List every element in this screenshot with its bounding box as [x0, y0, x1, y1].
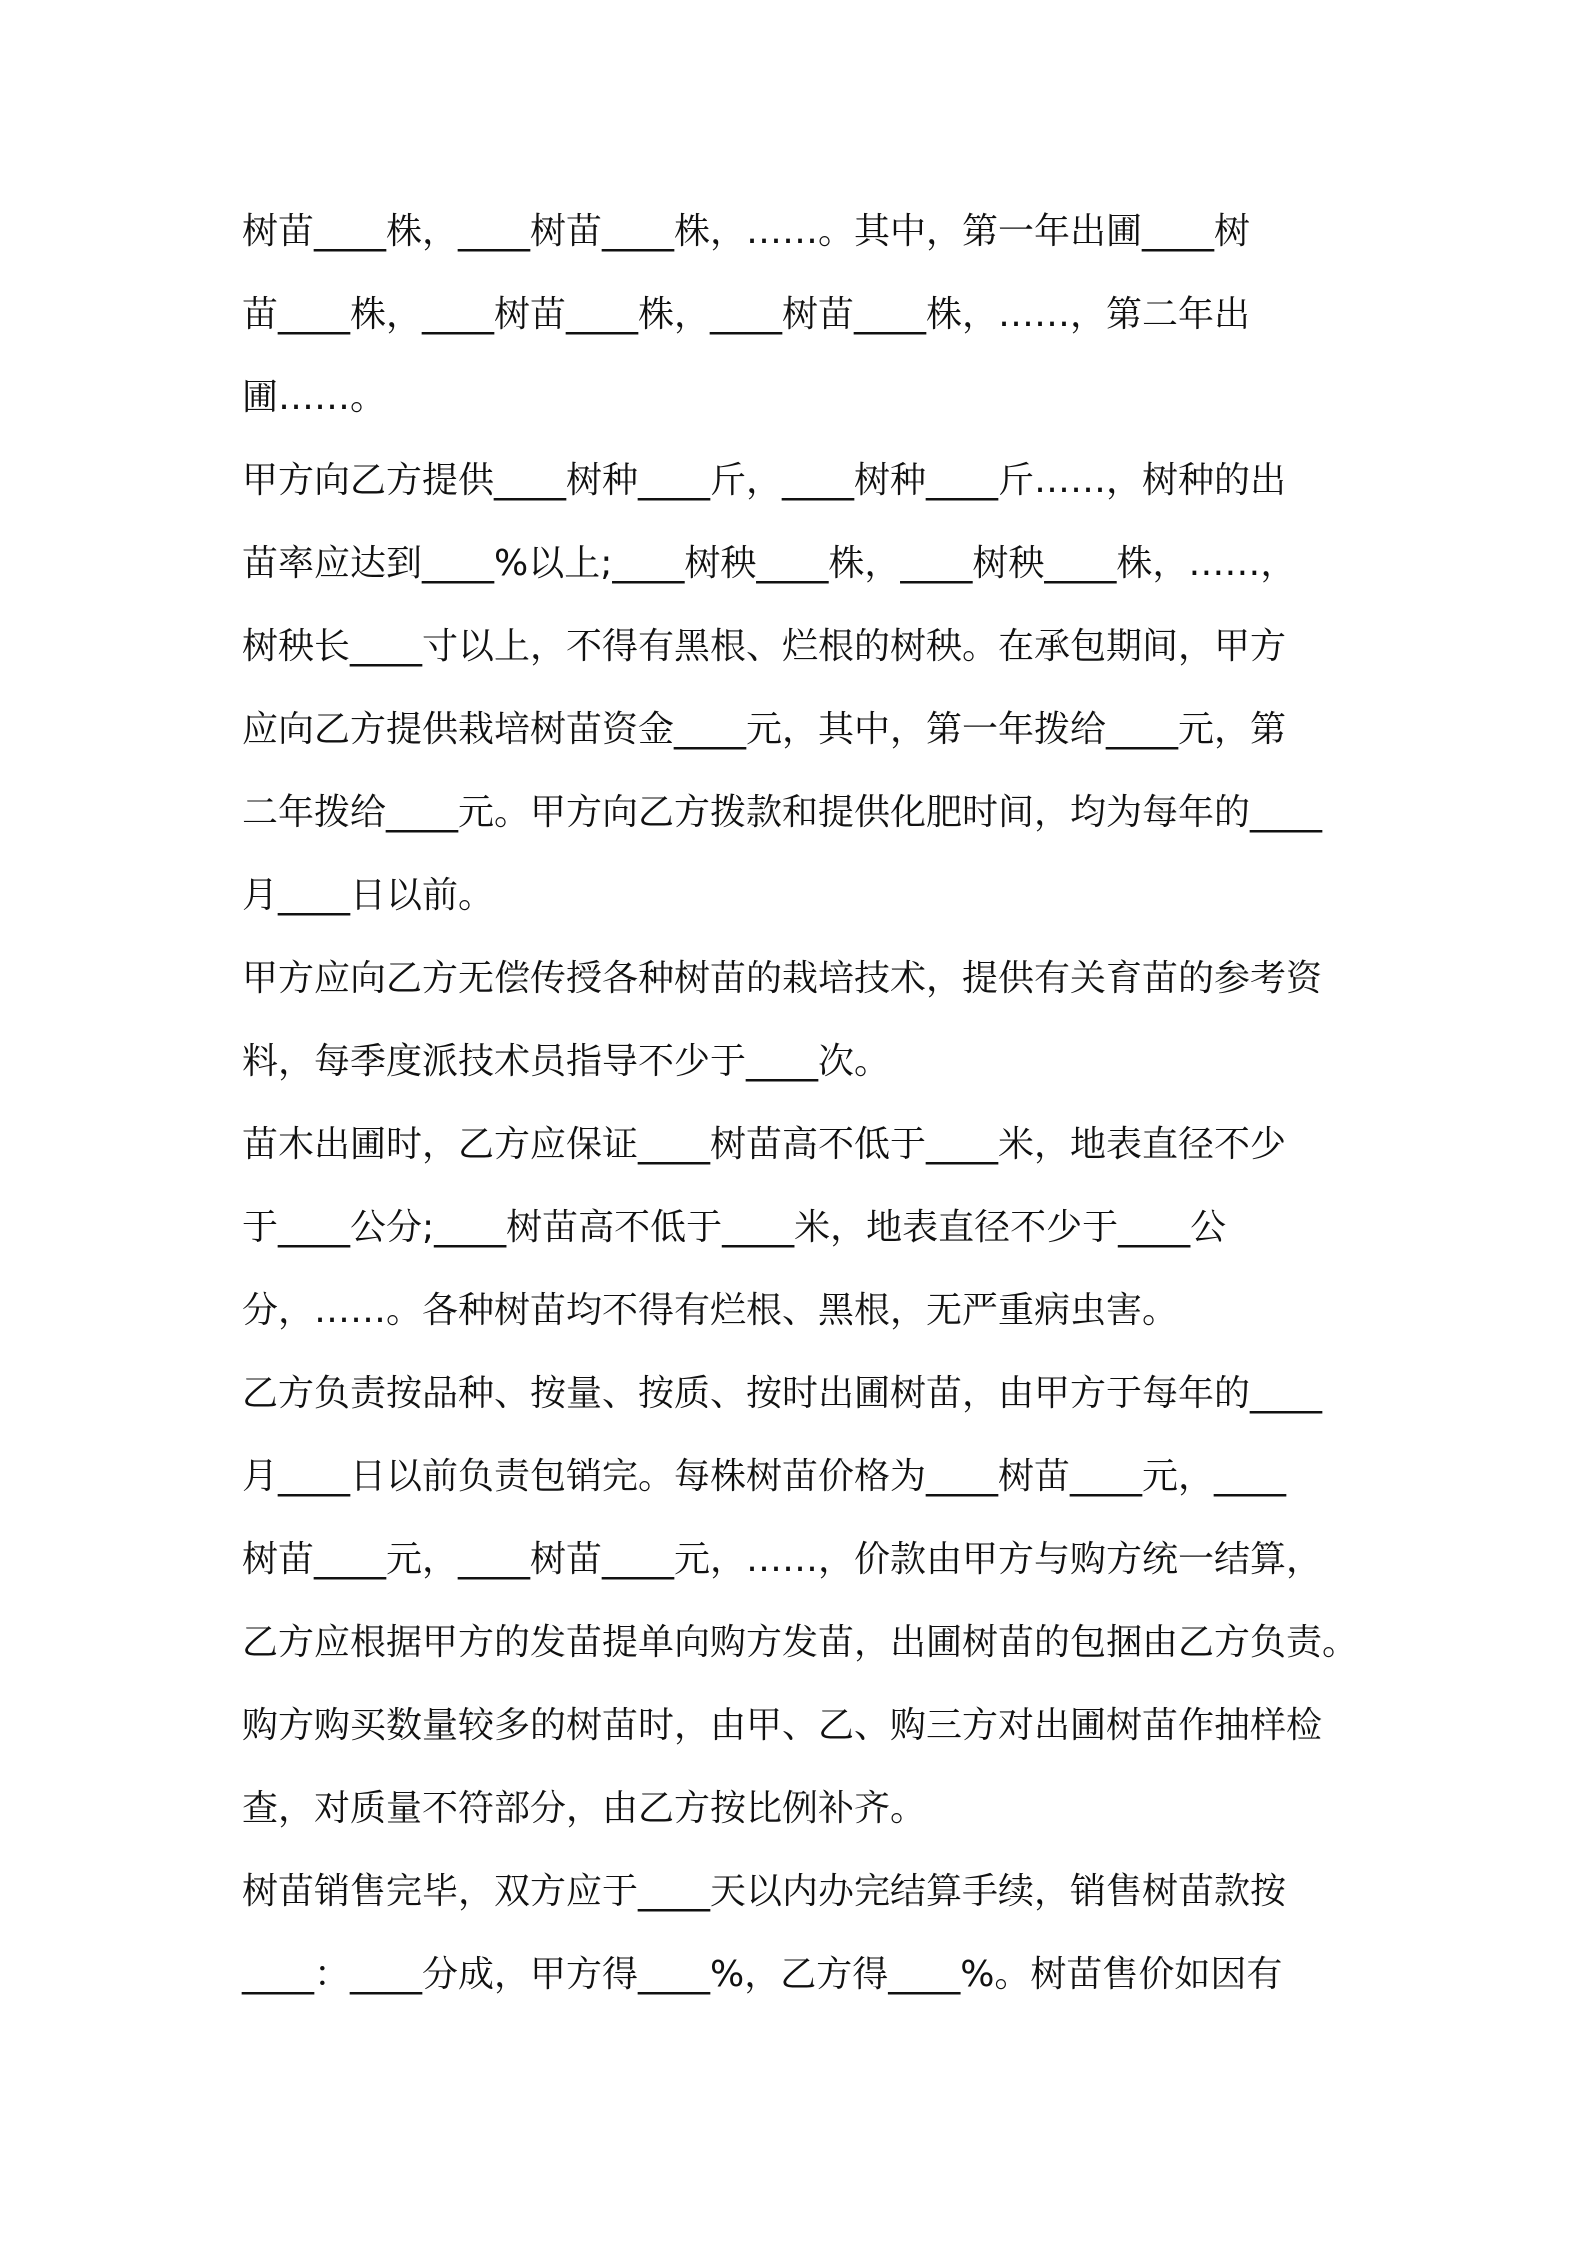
text-line: 二年拨给____元。甲方向乙方拨款和提供化肥时间，均为每年的____: [242, 792, 1323, 833]
text-line: 苗率应达到____%以上;____树秧____株，____树秧____株，……，: [242, 543, 1297, 584]
text-line: 树秧长____寸以上，不得有黑根、烂根的树秧。在承包期间，甲方: [242, 626, 1287, 667]
text-line: 甲方应向乙方无偿传授各种树苗的栽培技术，提供有关育苗的参考资: [242, 958, 1323, 999]
text-line: 月____日以前。: [242, 875, 495, 916]
text-line: 树苗____元，____树苗____元，……，价款由甲方与购方统一结算，: [242, 1539, 1323, 1580]
text-line: 料，每季度派技术员指导不少于____次。: [242, 1041, 891, 1082]
text-line: 于____公分;____树苗高不低于____米，地表直径不少于____公: [242, 1207, 1227, 1248]
text-line: 月____日以前负责包销完。每株树苗价格为____树苗____元，____: [242, 1456, 1287, 1497]
text-line: 分，……。各种树苗均不得有烂根、黑根，无严重病虫害。: [242, 1290, 1179, 1331]
text-line: 乙方负责按品种、按量、按质、按时出圃树苗，由甲方于每年的____: [242, 1373, 1323, 1414]
text-line: 苗木出圃时，乙方应保证____树苗高不低于____米，地表直径不少: [242, 1124, 1287, 1165]
text-line: 购方购买数量较多的树苗时，由甲、乙、购三方对出圃树苗作抽样检: [242, 1705, 1323, 1746]
text-line: 圃……。: [242, 377, 387, 418]
text-line: 乙方应根据甲方的发苗提单向购方发苗，出圃树苗的包捆由乙方负责。: [242, 1622, 1359, 1663]
text-line: ____：____分成，甲方得____%，乙方得____%。树苗售价如因有: [242, 1954, 1283, 1995]
text-line: 树苗____株，____树苗____株，……。其中，第一年出圃____树: [242, 211, 1251, 252]
text-line: 树苗销售完毕，双方应于____天以内办完结算手续，销售树苗款按: [242, 1871, 1287, 1912]
text-line: 苗____株，____树苗____株，____树苗____株，……，第二年出: [242, 294, 1251, 335]
text-line: 甲方向乙方提供____树种____斤，____树种____斤……，树种的出: [242, 460, 1287, 501]
text-line: 应向乙方提供栽培树苗资金____元，其中，第一年拨给____元，第: [242, 709, 1287, 750]
text-line: 查，对质量不符部分，由乙方按比例补齐。: [242, 1788, 927, 1829]
